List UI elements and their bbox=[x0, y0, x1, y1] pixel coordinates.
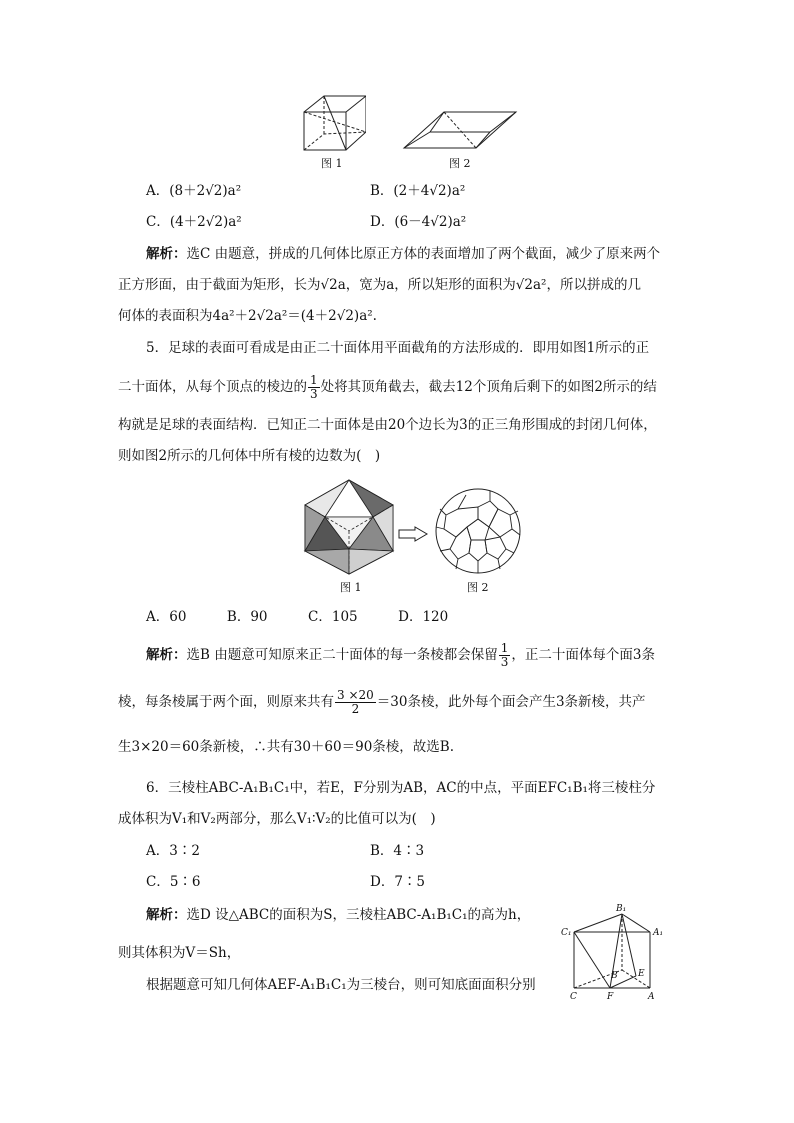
q4-option-c: C．(4＋2√2)a² bbox=[146, 214, 242, 230]
q5-line-4: 则如图2所示的几何体中所有棱的边数为( ) bbox=[118, 448, 381, 464]
soccer-ball-figure bbox=[434, 487, 522, 575]
label-a1: A₁ bbox=[653, 928, 664, 938]
q5-line-3: 构就是足球的表面结构．已知正二十面体是由20个边长为3的正三角形围成的封闭几何体， bbox=[118, 417, 657, 433]
q5-options: A．60 B．90 C．105 D．120 bbox=[146, 609, 449, 625]
label-e: E bbox=[638, 969, 645, 979]
q5-solution-label: 解析： bbox=[146, 647, 187, 663]
label-b1: B₁ bbox=[616, 904, 627, 914]
q5-line-2-b: 处将其顶角截去，截去12个顶角后剩下的如图2所示的结 bbox=[320, 379, 657, 395]
q6-solution-label: 解析： bbox=[146, 907, 187, 923]
q5-fraction-den: 3 bbox=[310, 387, 318, 401]
q4-solution-line-2: 正方形面，由于截面为矩形，长为√2a，宽为a，所以矩形的面积为√2a²，所以拼成的几 bbox=[118, 277, 641, 293]
q6-line-2: 成体积为V₁和V₂两部分，那么V₁∶V₂的比值可以为( ) bbox=[118, 811, 436, 827]
q6-option-d: D．7∶5 bbox=[370, 874, 426, 890]
q4-option-b: B．(2＋4√2)a² bbox=[370, 183, 466, 199]
q5-solution-fraction-1-num: 1 bbox=[500, 641, 509, 655]
q5-fraction bbox=[308, 374, 320, 401]
label-c: C bbox=[570, 992, 577, 1002]
q5-fraction-num: 1 bbox=[310, 373, 318, 387]
q4-option-d: D．(6－4√2)a² bbox=[370, 214, 467, 230]
q4-solution-label: 解析： bbox=[146, 246, 187, 262]
q5-solution-fraction-2-den: 2 bbox=[351, 702, 360, 716]
q6-solution-line-3: 根据题意可知几何体AEF-A₁B₁C₁为三棱台，则可知底面面积分别 bbox=[146, 977, 536, 993]
q5-solution-text-1a: 选B 由题意可知原来正二十面体的每一条棱都会保留 bbox=[186, 647, 498, 663]
label-f: F bbox=[607, 992, 614, 1002]
q4-solution-text-1: 选C 由题意，拼成的几何体比原正方体的表面增加了两个截面，减少了原来两个 bbox=[186, 246, 661, 262]
label-c1: C₁ bbox=[561, 928, 572, 938]
q6-option-b: B．4∶3 bbox=[370, 843, 425, 859]
q6-solution-line-1 bbox=[146, 906, 530, 924]
q5-figure-caption-1: 图 1 bbox=[340, 581, 362, 594]
arrow-right-icon bbox=[398, 526, 428, 542]
q6-solution-line-2: 则其体积为V＝Sh， bbox=[118, 945, 241, 961]
q5-solution-fraction-2 bbox=[335, 689, 376, 716]
q4-solution-line-1 bbox=[146, 245, 660, 263]
q5-solution-text-2b: ＝30条棱，此外每个面会产生3条新棱，共产 bbox=[376, 694, 646, 710]
q5-solution-fraction-1-den: 3 bbox=[500, 655, 509, 669]
parallelepiped-figure bbox=[402, 108, 518, 150]
q5-line-2-a: 二十面体，从每个顶点的棱边的 bbox=[118, 379, 307, 395]
q4-option-a: A．(8＋2√2)a² bbox=[146, 183, 242, 199]
q5-line-1: 5．足球的表面可看成是由正二十面体用平面截角的方法形成的．即用如图1所示的正 bbox=[146, 340, 650, 356]
q5-solution-line-2 bbox=[118, 687, 646, 717]
q5-solution-fraction-2-num: 3 ×20 bbox=[337, 688, 374, 702]
q5-solution-line-3: 生3×20＝60条新棱，∴共有30＋60＝90条棱，故选B. bbox=[118, 739, 455, 755]
q5-solution-line-1 bbox=[146, 640, 655, 670]
q5-solution-text-1b: ，正二十面体每个面3条 bbox=[511, 647, 655, 663]
prism-figure bbox=[560, 902, 670, 1004]
q6-option-a: A．3∶2 bbox=[146, 843, 200, 859]
label-a: A bbox=[648, 992, 655, 1002]
icosahedron-figure bbox=[303, 479, 395, 575]
cube-figure bbox=[296, 92, 366, 154]
q6-option-c: C．5∶6 bbox=[146, 874, 201, 890]
q5-figure-caption-2: 图 2 bbox=[467, 581, 489, 594]
q5-line-2 bbox=[118, 372, 657, 402]
q4-solution-line-3: 何体的表面积为4a²＋2√2a²＝(4＋2√2)a². bbox=[118, 308, 377, 324]
q6-line-1: 6．三棱柱ABC-A₁B₁C₁中，若E，F分别为AB，AC的中点，平面EFC₁B₁将三棱柱分 bbox=[146, 780, 656, 796]
label-b: B bbox=[611, 971, 618, 981]
figure-caption-1: 图 1 bbox=[321, 157, 343, 170]
figure-caption-2: 图 2 bbox=[449, 157, 471, 170]
q6-solution-text-1: 选D 设△ABC的面积为S，三棱柱ABC-A₁B₁C₁的高为h， bbox=[186, 907, 531, 923]
q5-solution-text-2a: 棱，每条棱属于两个面，则原来共有 bbox=[118, 694, 334, 710]
q5-solution-fraction-1 bbox=[499, 642, 511, 669]
